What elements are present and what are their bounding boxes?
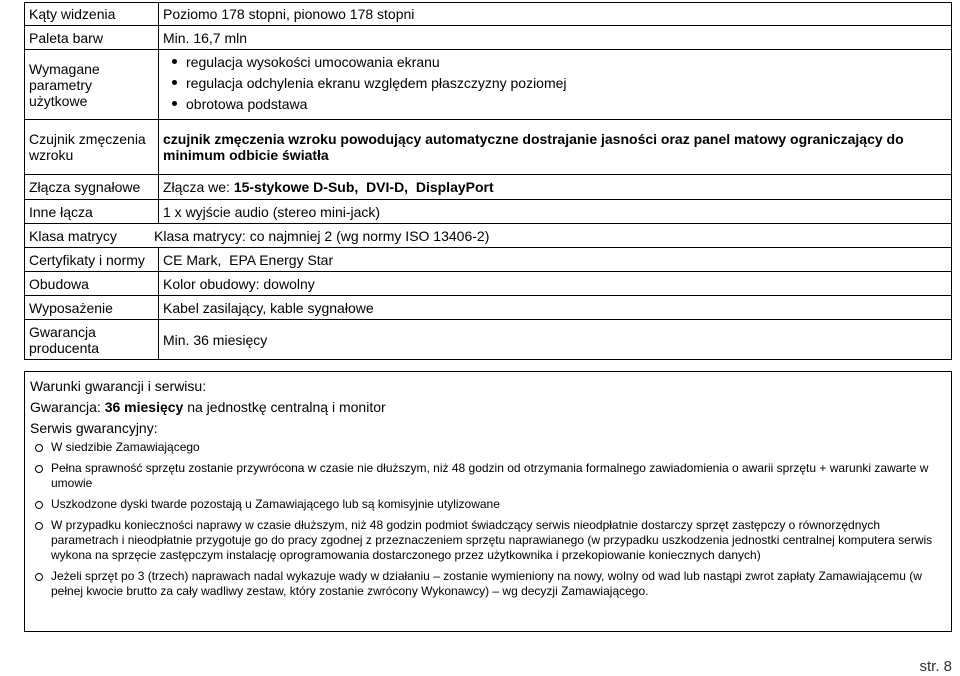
- bullet-list: [163, 54, 947, 112]
- row-value: Kabel zasilający, kable sygnałowe: [159, 296, 952, 320]
- warranty-box: [24, 371, 952, 632]
- table-row: [25, 224, 952, 248]
- list-item: W przypadku konieczności naprawy w czasie dłuższym, niż 48 godzin podmiot świadczący serwis nieodpłatnie dostarczy sprzęt zastępczy o równorzędnych parametrach i nieodpłatnie przygotuje go do pracy zgodnej z przeznaczeniem sprzętu naprawianego (w przypadku uszkodzenia jednostki centralnej komputera serwis wykona na sprzęcie zastępczym instalację oprogramowania dostarczonego przez użytkownika i przekopiowanie koniecznych danych): [51, 518, 946, 563]
- row-label: Certyfikaty i normy: [25, 248, 159, 272]
- warranty-bold: 36 miesięcy: [104, 399, 184, 415]
- table-row: [25, 272, 952, 296]
- list-item: regulacja odchylenia ekranu względem płaszczyzny poziomej: [186, 75, 947, 91]
- warranty-suffix: na jednostkę centralną i monitor: [183, 399, 386, 415]
- list-item: Uszkodzone dyski twarde pozostają u Zamawiającego lub są komisyjnie utylizowane: [51, 497, 946, 512]
- table-row: [25, 50, 952, 120]
- row-full: [25, 224, 952, 248]
- row-value: [159, 175, 952, 200]
- row-label: Czujnik zmęczenia wzroku: [25, 120, 159, 175]
- page-number: str. 8: [919, 658, 952, 675]
- list-item: W siedzibie Zamawiającego: [51, 440, 946, 455]
- row-value: Poziomo 178 stopni, pionowo 178 stopni: [159, 3, 952, 26]
- list-item: regulacja wysokości umocowania ekranu: [186, 54, 947, 70]
- table-row: [25, 3, 952, 26]
- row-label: Złącza sygnałowe: [25, 175, 159, 200]
- row-label: Wymagane parametry użytkowe: [25, 50, 159, 120]
- row-label: Kąty widzenia: [25, 3, 159, 26]
- table-row: [25, 248, 952, 272]
- value-bold: 15-stykowe D-Sub, DVI-D, DisplayPort: [233, 179, 494, 195]
- warranty-prefix: Gwarancja:: [30, 399, 105, 415]
- list-item: Jeżeli sprzęt po 3 (trzech) naprawach nadal wykazuje wady w działaniu – zostanie wymieniony na nowy, wolny od wad lub nastąpi zwrot zapłaty Zamawiającemu (w pełnej kwocie brutto za cały wadliwy zestaw, który zostanie zwrócony Wykonawcy) – wg decyzji Zamawiającego.: [51, 569, 946, 599]
- row-value: 1 x wyjście audio (stereo mini-jack): [159, 200, 952, 224]
- row-value: CE Mark, EPA Energy Star: [159, 248, 952, 272]
- row-label: Inne łącza: [25, 200, 159, 224]
- row-label: Wyposażenie: [25, 296, 159, 320]
- row-label: Paleta barw: [25, 26, 159, 50]
- row-value: Min. 16,7 mln: [159, 26, 952, 50]
- list-item: obrotowa podstawa: [186, 96, 947, 112]
- table-row: [25, 200, 952, 224]
- spec-table: [24, 2, 952, 360]
- row-value: czujnik zmęczenia wzroku powodujący automatyczne dostrajanie jasności oraz panel matowy ograniczający do minimum odbicie światła: [159, 120, 952, 175]
- row-value: [159, 50, 952, 120]
- row-value: Min. 36 miesięcy: [159, 320, 952, 360]
- list-item: Pełna sprawność sprzętu zostanie przywrócona w czasie nie dłuższym, niż 48 godzin od otrzymania formalnego zawiadomienia o awarii sprzętu + warunki zawarte w umowie: [51, 461, 946, 491]
- warranty-line: [30, 399, 946, 415]
- service-heading: Serwis gwarancyjny:: [30, 420, 158, 436]
- table-row: [25, 120, 952, 175]
- row-label: Gwarancja producenta: [25, 320, 159, 360]
- row-value: Klasa matrycy: co najmniej 2 (wg normy ISO 13406-2): [154, 227, 490, 244]
- row-value: Kolor obudowy: dowolny: [159, 272, 952, 296]
- table-row: [25, 296, 952, 320]
- row-label: Klasa matrycy: [29, 227, 117, 244]
- service-list: [30, 440, 946, 599]
- table-row: [25, 26, 952, 50]
- row-label: Obudowa: [25, 272, 159, 296]
- value-prefix: Złącza we:: [163, 179, 234, 195]
- table-row: [25, 320, 952, 360]
- warranty-heading: Warunki gwarancji i serwisu:: [30, 378, 207, 394]
- table-row: [25, 175, 952, 200]
